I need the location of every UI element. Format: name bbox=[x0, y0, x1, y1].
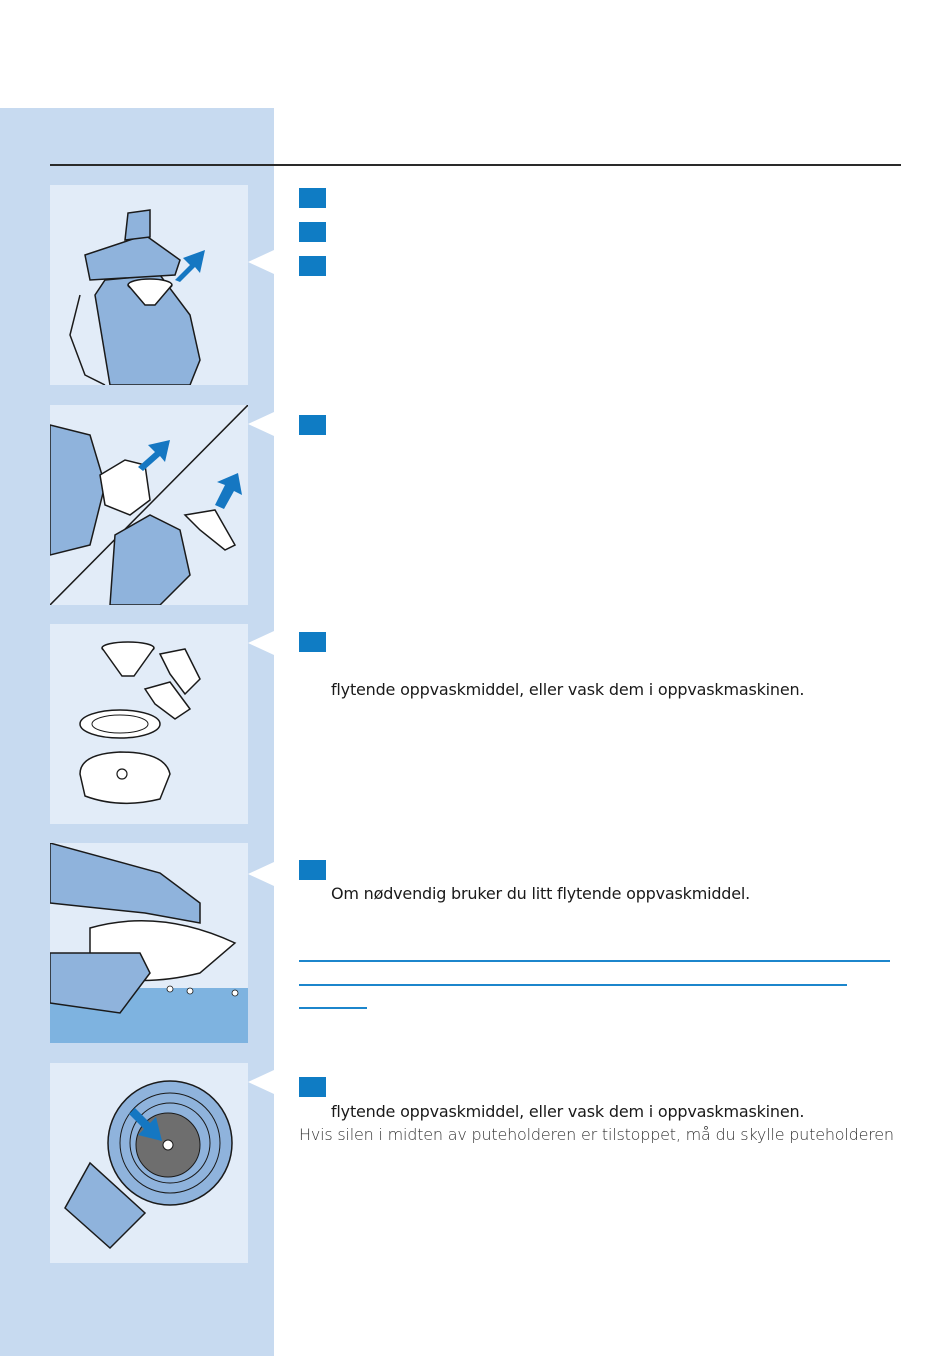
step7-text-line3: Hvis silen i midten av puteholderen er tilstoppet, må du skylle puteholderen bbox=[299, 1125, 894, 1144]
step-box-6 bbox=[299, 860, 326, 880]
step-box-4 bbox=[299, 415, 326, 435]
illustration-detachable-parts bbox=[50, 624, 248, 824]
illustration-remove-parts bbox=[50, 405, 248, 605]
note-line-3 bbox=[299, 1007, 367, 1009]
illustration-rinse bbox=[50, 843, 248, 1043]
step-box-2 bbox=[299, 222, 326, 242]
machine-top-illustration bbox=[50, 185, 248, 385]
section-rule bbox=[50, 164, 901, 166]
pad-holder-sieve-illustration bbox=[50, 1063, 248, 1263]
arrow-up-icon bbox=[215, 473, 242, 509]
spout-parts-illustration bbox=[50, 405, 248, 605]
note-line-2 bbox=[299, 984, 847, 986]
step5-text-line2: flytende oppvaskmiddel, eller vask dem i oppvaskmaskinen. bbox=[331, 680, 805, 699]
step-box-3 bbox=[299, 256, 326, 276]
note-line-1 bbox=[299, 960, 890, 962]
panel-pointer bbox=[248, 631, 274, 655]
step-box-1 bbox=[299, 188, 326, 208]
illustration-lift-lid bbox=[50, 185, 248, 385]
arrow-up-icon bbox=[138, 440, 170, 471]
panel-pointer bbox=[248, 1070, 274, 1094]
panel-pointer bbox=[248, 862, 274, 886]
parts-icon bbox=[50, 624, 248, 824]
panel-pointer bbox=[248, 250, 274, 274]
step-box-7 bbox=[299, 1077, 326, 1097]
water-icon bbox=[50, 843, 248, 1043]
illustration-pad-holder bbox=[50, 1063, 248, 1263]
panel-pointer bbox=[248, 412, 274, 436]
arrow-up-icon bbox=[175, 250, 205, 282]
step6-text-line2: Om nødvendig bruker du litt flytende oppvaskmiddel. bbox=[331, 884, 751, 903]
step7-text-line2: flytende oppvaskmiddel, eller vask dem i oppvaskmaskinen. bbox=[331, 1102, 805, 1121]
step-box-5 bbox=[299, 632, 326, 652]
